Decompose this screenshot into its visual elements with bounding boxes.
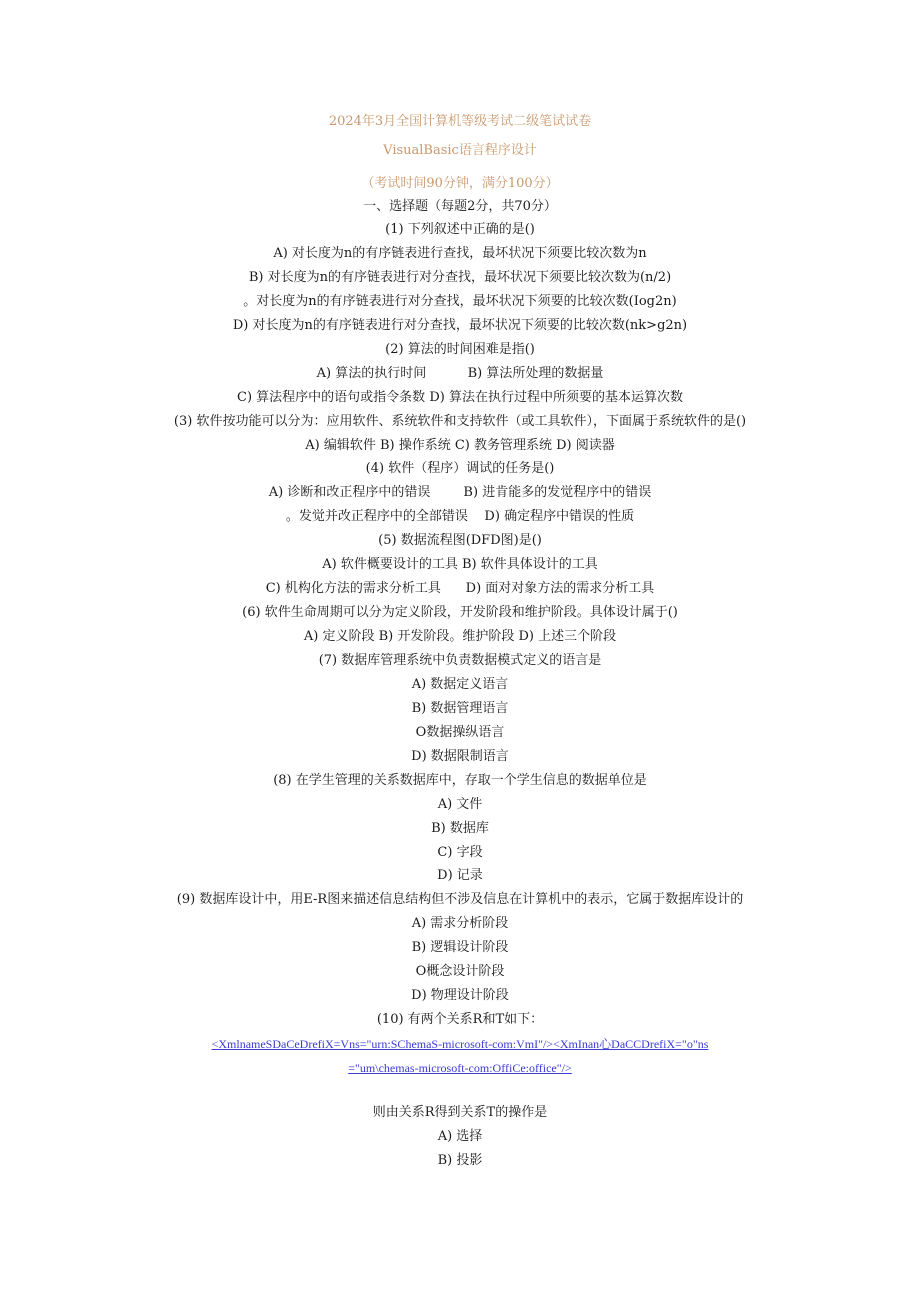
question-line: B) 数据库 — [431, 821, 489, 836]
question-line: (8) 在学生管理的关系数据库中，存取一个学生信息的数据单位是 — [273, 773, 647, 788]
question-line: (1) 下列叙述中正确的是() — [385, 222, 535, 237]
question-line: (6) 软件生命周期可以分为定义阶段，开发阶段和维护阶段。具体设计属于() — [242, 605, 678, 620]
question-line: A) 数据定义语言 — [411, 677, 509, 692]
question-line: B) 对长度为n的有序链表进行对分查找，最坏状况下须要比较次数为(n/2) — [248, 270, 672, 285]
question-line: (9) 数据库设计中，用E-R图来描述信息结构但不涉及信息在计算机中的表示，它属于数据库设计的 — [176, 892, 744, 907]
exam-info: （考试时间90分钟，满分100分） — [361, 176, 559, 191]
question-line: (3) 软件按功能可以分为：应用软件、系统软件和支持软件（或工具软件），下面属于系统软件的是() — [173, 414, 747, 429]
section-heading: 一、选择题（每题2分，共70分） — [363, 199, 557, 214]
xml-link-line-1 — [0, 1034, 920, 1055]
question-line: C) 字段 — [437, 845, 483, 860]
xml-namespace-link-continued[interactable]: ="um\chemas-microsoft-com:OffiCe:office"/> — [348, 1061, 572, 1075]
exam-title: 2024年3月全国计算机等级考试二级笔试试卷 — [328, 114, 592, 129]
question-line: A) 文件 — [437, 797, 483, 812]
question-line: (4) 软件（程序）调试的任务是() — [365, 461, 555, 476]
question-line: 则由关系R得到关系T的操作是 — [372, 1105, 548, 1120]
question-line: A) 定义阶段 B) 开发阶段。维护阶段 D) 上述三个阶段 — [303, 629, 617, 644]
question-line: A) 编辑软件 B) 操作系统 C) 教务管理系统 D) 阅读器 — [305, 438, 615, 453]
question-line: 。对长度为n的有序链表进行对分查找，最坏状况下须要的比较次数(Iog2n) — [243, 294, 677, 309]
question-line: D) 物理设计阶段 — [411, 988, 509, 1003]
question-line: D) 记录 — [437, 868, 483, 883]
question-line: B) 投影 — [437, 1153, 483, 1168]
question-line: A) 选择 — [437, 1129, 483, 1144]
question-line: (2) 算法的时间困难是指() — [385, 342, 535, 357]
question-line: A) 诊断和改正程序中的错误 B) 进肯能多的发觉程序中的错误 — [268, 485, 652, 500]
question-line: D) 数据限制语言 — [411, 749, 509, 764]
question-line: B) 逻辑设计阶段 — [411, 940, 509, 955]
question-line: D) 对长度为n的有序链表进行对分查找，最坏状况下须要的比较次数(nk>g2n) — [232, 318, 688, 333]
question-line: O数据操纵语言 — [415, 725, 505, 740]
question-line: (10) 有两个关系R和T如下： — [376, 1012, 544, 1027]
question-line: (5) 数据流程图(DFD图)是() — [378, 533, 542, 548]
xml-link-line-2 — [0, 1058, 920, 1079]
question-line: B) 数据管理语言 — [411, 701, 509, 716]
question-line: A) 算法的执行时间 B) 算法所处理的数据量 — [316, 366, 604, 381]
question-line: A) 需求分析阶段 — [411, 916, 509, 931]
question-line: A) 对长度为n的有序链表进行查找，最坏状况下须要比较次数为n — [273, 246, 647, 261]
question-line: (7) 数据库管理系统中负责数据模式定义的语言是 — [318, 653, 602, 668]
question-line: 。发觉并改正程序中的全部错误 D) 确定程序中错误的性质 — [285, 509, 635, 524]
question-line: C) 算法程序中的语句或指令条数 D) 算法在执行过程中所须要的基本运算次数 — [237, 390, 683, 405]
question-line: C) 机构化方法的需求分析工具 D) 面对对象方法的需求分析工具 — [265, 581, 655, 596]
xml-namespace-link[interactable]: <XmlnameSDaCeDrefiX=Vns="urn:SChemaS-microsoft-com:VmI"/><XmInan心DaCCDrefiX="o"ns — [211, 1037, 709, 1051]
question-line: O概念设计阶段 — [415, 964, 505, 979]
exam-subtitle: VisualBasic语言程序设计 — [383, 143, 537, 158]
question-line: A) 软件概要设计的工具 B) 软件具体设计的工具 — [322, 557, 598, 572]
